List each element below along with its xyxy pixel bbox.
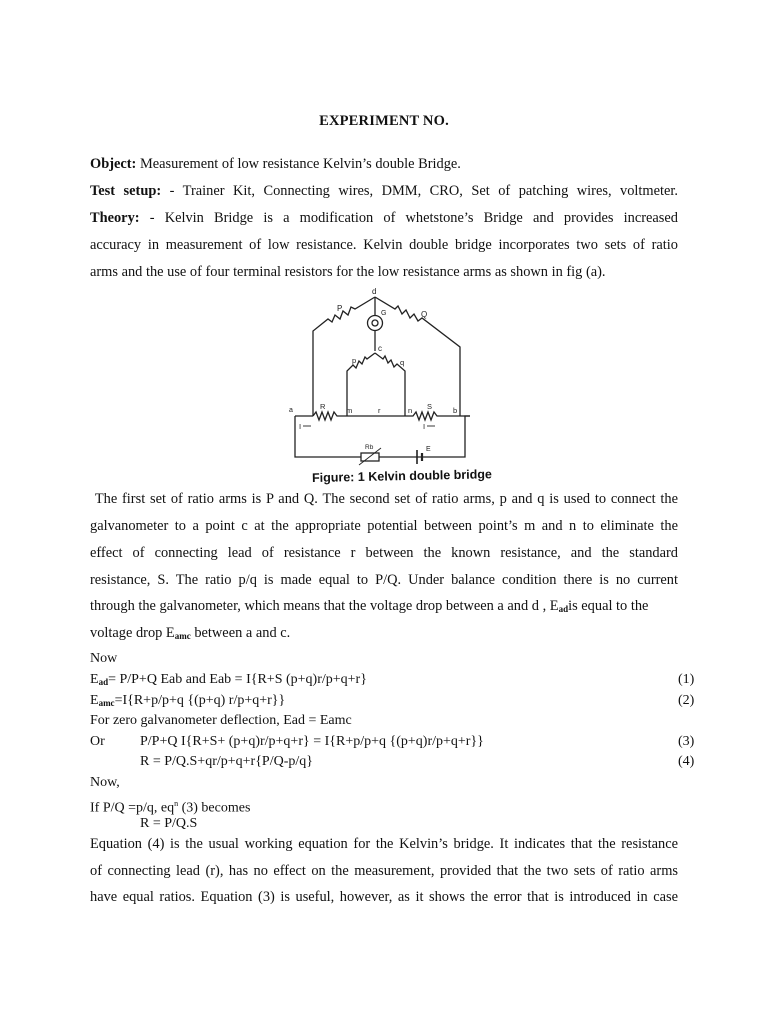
- para1-line-4: resistance, S. The ratio p/q is made equal to P/Q. Under balance condition there is no current: [90, 572, 678, 588]
- kelvin-bridge-diagram: [285, 285, 485, 487]
- para1-line-2: galvanometer to a point c at the appropriate potential between point’s m and n to eliminate the: [90, 518, 678, 534]
- theory-label: Theory:: [90, 210, 140, 226]
- theory-line-2: accuracy in measurement of low resistance. Kelvin double bridge incorporates two sets of ratio: [90, 237, 678, 253]
- eq3-or: Or: [90, 734, 105, 749]
- outer-loop-wire: [295, 416, 470, 457]
- eq4-number: (4): [678, 754, 695, 769]
- test-setup-line: [90, 182, 678, 200]
- node-d-label: d: [372, 287, 377, 296]
- arm-Q-resistor: [375, 297, 460, 407]
- eq2-text: =I{R+p/p+q {(p+q) r/p+q+r}}: [114, 693, 286, 708]
- para1-line-3: effect of connecting lead of resistance r between the known resistance, and the standard: [90, 545, 678, 561]
- figure-caption: Figure: 1 Kelvin double bridge: [311, 467, 493, 485]
- eq-now: Now: [90, 651, 118, 666]
- equation-3: [90, 733, 695, 751]
- eq2-subscript: amc: [98, 698, 115, 708]
- zero-deflection-line: For zero galvanometer deflection, Ead = Eamc: [90, 713, 352, 728]
- resistor-R: [313, 412, 347, 420]
- label-Q: Q: [421, 310, 428, 319]
- label-q: q: [400, 358, 405, 367]
- test-setup-label: Test setup:: [90, 183, 162, 199]
- eq2-prefix: E: [90, 693, 99, 708]
- label-Rb: Rb: [365, 444, 374, 451]
- para2-line-2: of connecting lead (r), has no effect on the measurement, provided that the two sets of ratio arms: [90, 863, 678, 879]
- para1-line-5: [90, 597, 678, 618]
- node-c-label: c: [378, 344, 382, 353]
- eq1-prefix: E: [90, 672, 99, 687]
- equation-1: [90, 671, 695, 691]
- label-I-left: I: [299, 422, 302, 431]
- galvanometer-center: [372, 320, 378, 326]
- ead-subscript: ad: [558, 604, 569, 614]
- object-label: Object:: [90, 156, 137, 172]
- label-n: n: [408, 406, 413, 415]
- if-text-end: (3) becomes: [178, 800, 251, 816]
- galvanometer-icon: [368, 316, 383, 331]
- label-m: m: [346, 406, 353, 415]
- para1-text-6: voltage drop E: [90, 625, 175, 641]
- eamc-subscript: amc: [174, 631, 191, 641]
- eq1-number: (1): [678, 672, 695, 687]
- para2-line-1: Equation (4) is the usual working equation for the Kelvin’s bridge. It indicates that the resistance: [90, 836, 678, 852]
- theory-line-1: [90, 209, 678, 227]
- para1-text-5-end: is equal to the: [568, 598, 649, 614]
- para1-text-6-end: between a and c.: [190, 625, 291, 641]
- page-title: EXPERIMENT NO.: [319, 113, 449, 129]
- if-superscript: n: [174, 799, 179, 808]
- test-setup-text: - Trainer Kit, Connecting wires, DMM, CRO, Set of patching wires, voltmeter.: [169, 183, 678, 199]
- equation-2: [90, 692, 695, 712]
- result-text: R = P/Q.S: [140, 816, 198, 831]
- eq-now-2: Now,: [90, 775, 120, 790]
- eq2-number: (2): [678, 693, 695, 708]
- para1-line-1: [90, 490, 678, 508]
- para1-text-5: through the galvanometer, which means that the voltage drop between a and d , E: [90, 598, 559, 614]
- label-P: P: [337, 304, 343, 313]
- galv-label: G: [381, 310, 387, 317]
- node-b-label: b: [453, 406, 458, 415]
- if-text: If P/Q =p/q, eq: [90, 800, 175, 816]
- kelvin-bridge-figure: [285, 285, 485, 487]
- label-E: E: [426, 446, 431, 453]
- node-a-label: a: [289, 407, 293, 414]
- resistor-S: [405, 412, 460, 420]
- arm-P-resistor: [313, 297, 375, 407]
- eq1-text: = P/P+Q Eab and Eab = I{R+S (p+q)r/p+q+r}: [108, 672, 367, 687]
- eq3-number: (3): [678, 734, 695, 749]
- eq3-text: P/P+Q I{R+S+ (p+q)r/p+q+r} = I{R+p/p+q {(p+q)r/p+q+r}}: [140, 734, 484, 749]
- label-r: r: [378, 406, 381, 415]
- object-line: [90, 155, 678, 173]
- eq1-subscript: ad: [98, 677, 109, 687]
- para1-line-6: [90, 624, 678, 645]
- label-I-right: I: [423, 422, 426, 431]
- label-R: R: [320, 402, 326, 411]
- label-S: S: [427, 402, 433, 411]
- para2-line-3: have equal ratios. Equation (3) is useful, however, as it shows the error that is introduced in case: [90, 889, 678, 905]
- theory-line-3: arms and the use of four terminal resistors for the low resistance arms as shown in fig (a).: [90, 264, 606, 280]
- object-text: Measurement of low resistance Kelvin’s double Bridge.: [139, 156, 461, 172]
- para1-text-1: The first set of ratio arms is P and Q. The second set of ratio arms, p and q is used to connect the: [94, 491, 678, 507]
- eq4-text: R = P/Q.S+qr/p+q+r{P/Q-p/q}: [140, 754, 313, 769]
- label-p: p: [352, 356, 357, 365]
- theory-text-1: - Kelvin Bridge is a modification of whetstone’s Bridge and provides increased: [149, 210, 678, 226]
